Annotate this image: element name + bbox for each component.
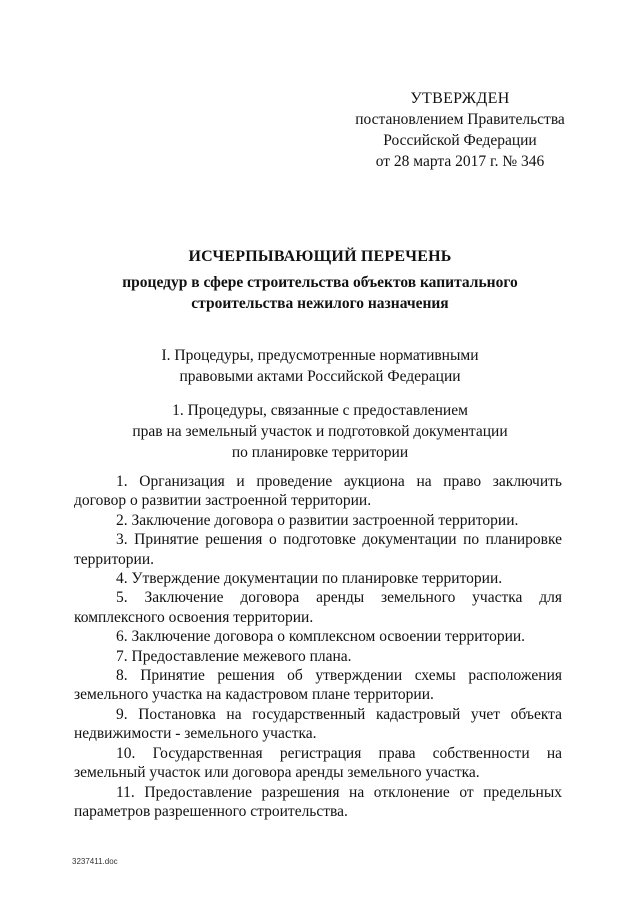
section-1-line-1: I. Процедуры, предусмотренные нормативными (161, 347, 479, 364)
approval-block (340, 88, 580, 172)
approved-label: УТВЕРЖДЕН (410, 90, 510, 107)
list-item: 3. Принятие решения о подготовке документации по планировке территории. (74, 531, 562, 568)
list-item: 1. Организация и проведение аукциона на право заключить договор о развитии застроенной территории. (74, 473, 562, 510)
subtitle-line-2: строительства нежилого назначения (191, 295, 449, 312)
list-item: 4. Утверждение документации по планировке территории. (116, 570, 503, 588)
subsection-1-line-1: 1. Процедуры, связанные с предоставлением (172, 402, 468, 419)
list-item: 7. Предоставление межевого плана. (116, 647, 352, 665)
list-item: 9. Постановка на государственный кадастровый учет объекта недвижимости - земельного участка. (74, 705, 562, 743)
footer-filename: 3237411.doc (72, 857, 118, 866)
list-item: 6. Заключение договора о комплексном освоении территории. (116, 628, 526, 646)
approval-line-3: от 28 марта 2017 г. № 346 (375, 153, 545, 170)
section-heading-1 (60, 345, 580, 387)
list-item: 8. Принятие решения об утверждении схемы расположения земельного участка на кадастровом плане территории. (74, 667, 562, 704)
list-item: 2. Заключение договора о развитии застроенной территории. (116, 511, 519, 529)
subsection-heading-1 (60, 400, 580, 463)
list-item: 5. Заключение договора аренды земельного участка для комплексного освоения территории. (74, 589, 562, 626)
approval-line-2: Российской Федерации (383, 132, 537, 149)
list-item: 11. Предоставление разрешения на отклонение от предельных параметров разрешенного строительства. (74, 783, 562, 820)
document-subtitle (60, 272, 580, 314)
section-1-line-2: правовыми актами Российской Федерации (179, 368, 461, 385)
document-title: ИСЧЕРПЫВАЮЩИЙ ПЕРЕЧЕНЬ (188, 248, 452, 265)
subtitle-line-1: процедур в сфере строительства объектов капитального (122, 274, 518, 291)
subsection-1-line-3: по планировке территории (231, 444, 409, 461)
list-item: 10. Государственная регистрация права собственности на земельный участок или договора аренды земельного участка. (74, 744, 562, 782)
procedure-list (74, 472, 562, 821)
subsection-1-line-2: прав на земельный участок и подготовкой документации (132, 423, 508, 440)
approval-line-1: постановлением Правительства (355, 111, 565, 128)
